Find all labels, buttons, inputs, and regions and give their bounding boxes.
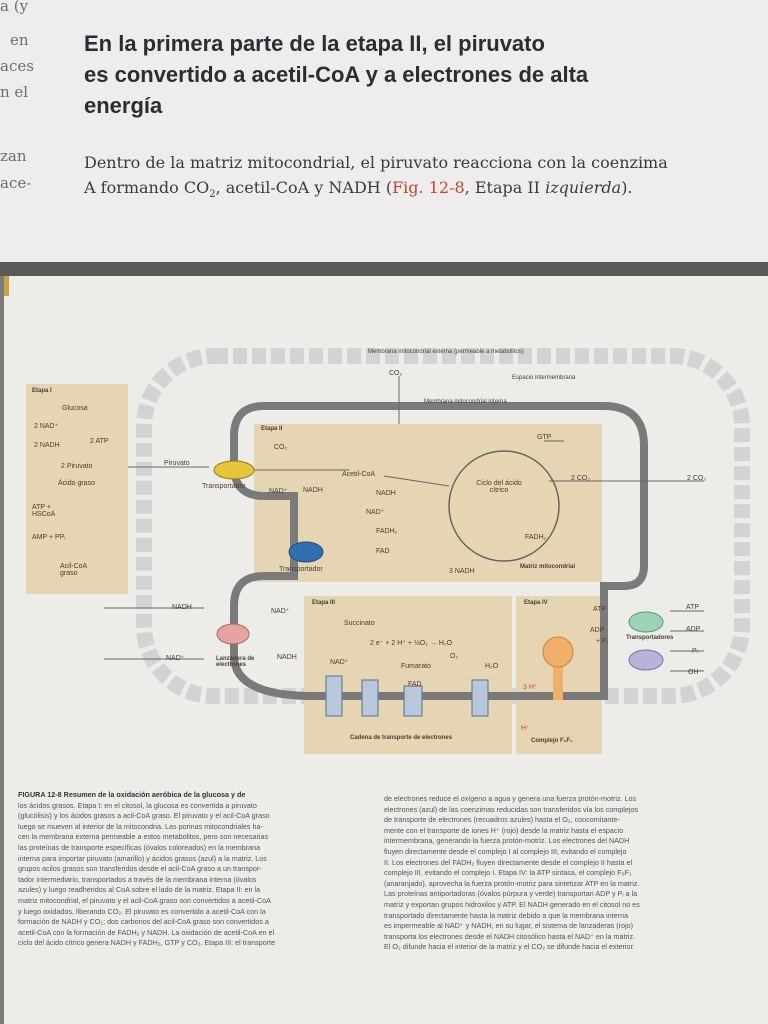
atp-synthase-label: Complejo F₀F₁: [531, 738, 573, 744]
adp-out-label: ADP: [686, 626, 701, 633]
atp-label: 2 ATP: [90, 438, 109, 445]
transporter-top-label: Transportador: [202, 483, 246, 490]
fadh2-matrix-label: FADH₂: [376, 528, 398, 535]
outer-membrane-label: Membrana mitocondrial externa (permeable a metabolitos): [368, 349, 524, 355]
proton-label: H⁺: [521, 725, 530, 732]
co2-cycle-a-label: 2 CO₂: [571, 475, 591, 482]
complex-iii: [362, 680, 378, 716]
caption-line: luego se mueven al interior de la mitocondria. Las porinas mitocondriales ha-: [18, 821, 263, 831]
nad-left1-label: NAD⁺: [271, 608, 290, 615]
stage2-label: Etapa II: [261, 426, 283, 432]
caption-line: azules) y luego readheridos al CoA sobre el lado de la matriz. Etapa II: en la: [18, 885, 261, 895]
figure-caption-left: [18, 790, 370, 949]
citric-acid-cycle-label: Ciclo del ácido cítrico: [476, 480, 522, 494]
atp-out-label: ATP: [686, 604, 700, 611]
fad-stage3-label: FAD: [408, 681, 422, 688]
heading-line: En la primera parte de la etapa II, el piruvato: [84, 31, 545, 56]
subscript: 2: [209, 189, 216, 201]
nadh-3-label: 3 NADH: [449, 568, 475, 575]
atp-adp-antiporter: [629, 612, 663, 632]
caption-line: matriz y exportan grupos hidroxilos y ATP. El NADH generado en el citosol no es: [384, 899, 640, 909]
inner-membrane-label: Membrana mitocondrial interna: [424, 399, 507, 405]
caption-line: de electrones reduce el oxígeno a agua y genera una fuerza protón-motriz. Los: [384, 794, 637, 803]
fadh2-right-label: FADH₂: [525, 534, 547, 541]
margin-word: en: [10, 31, 29, 49]
phosphate-antiporter: [629, 650, 663, 670]
caption-line: El O₂ difunde hacia el interior de la matriz y el CO₂ se difunde hacia el exterior.: [384, 942, 635, 952]
caption-line: las proteínas de transporte específicas (óvalos coloreados) en la membrana: [18, 842, 261, 852]
margin-word: aces: [0, 57, 34, 75]
nadh-left2-label: NADH: [277, 654, 297, 661]
nadh-left1-label: NADH: [172, 604, 192, 611]
caption-line: de transporte de electrones (recuadros azules) hasta el O₂, concomitante-: [384, 815, 620, 825]
complex-iv: [472, 680, 488, 716]
co2-label: CO₂: [389, 370, 403, 377]
stage3-box: [304, 596, 512, 754]
caption-line: intermembrana, generando la fuerza protón-motriz. Los electrones del NADH: [384, 836, 630, 846]
figure-reference: Fig. 12-8: [392, 178, 465, 197]
complex-ii: [404, 686, 422, 716]
body-text-fragment: A formando CO: [84, 178, 210, 197]
acyl-coa-label: Acil-CoA graso: [60, 563, 87, 577]
fad-matrix-label: FAD: [376, 548, 390, 555]
atp-hscoa-label: ATP + HSCoA: [32, 504, 56, 518]
co2-cycle-b-label: 2 CO₂: [687, 475, 707, 482]
caption-line: interna para importar piruvato (amarillo) y ácidos grasos (azul) a la matriz. Los: [18, 853, 267, 863]
etc-label: Cadena de transporte de electrones: [350, 735, 453, 741]
body-line: [84, 175, 744, 207]
co2-stage2-label: CO₂: [274, 444, 288, 451]
intermembrane-label: Espacio intermembrana: [512, 375, 576, 381]
nad-left2-label: NAD⁺: [166, 655, 185, 662]
caption-line: formación de NADH y CO₂; dos carbonos del acil-CoA graso son convertidos a: [18, 917, 269, 927]
body-text-fragment: , acetil-CoA y NADH (: [215, 178, 393, 197]
figure-diagram: [4, 276, 768, 756]
section-heading: [84, 28, 684, 121]
caption-line: cen la membrana externa permeable a estos metabolitos, pero son necesarias: [18, 832, 269, 842]
pyruvate-carrier: [214, 461, 254, 479]
caption-line: y luego oxidados, liberando CO₂. El piruvato es convertido a acetil-CoA con la: [18, 906, 266, 916]
atp-synthase-head: [543, 637, 573, 667]
succinate-label: Succinato: [344, 620, 375, 627]
adp-stage4-label: ADP: [590, 627, 605, 634]
caption-line: es impermeable al NAD⁺ y NADH, en su lugar, el sistema de lanzaderas (rojo): [384, 921, 634, 931]
margin-word: n el: [0, 83, 29, 101]
italic-word: izquierda: [545, 178, 622, 197]
top-page: [0, 0, 768, 262]
heading-line: es convertido a acetil-CoA y a electrones de alta: [84, 62, 589, 87]
caption-line: transportado directamente hasta la matriz debido a que la membrana interna: [384, 910, 629, 920]
caption-line: los ácidos grasos. Etapa I: en el citosol, la glucosa es convertida a piruvato: [18, 800, 257, 810]
pi-out-label: Pᵢ: [692, 648, 698, 655]
caption-line: Las proteínas antiportadoras (óvalos púrpura y verde) transportan ADP y Pᵢ a la: [384, 889, 638, 899]
fumarate-label: Fumarato: [401, 663, 431, 670]
body-text-fragment: ).: [621, 178, 633, 197]
atp-stage4-label: ATP: [593, 606, 607, 613]
caption-line: complejo III, evitando el complejo I. Etapa IV: la ATP sintasa, el complejo F₀F₁: [384, 868, 632, 878]
page-gap: [0, 262, 768, 276]
caption-line: tador intermediario, transportados a través de la membrana interna (óvalos: [18, 874, 257, 884]
caption-line: acetil-CoA con la formación de FADH₂ y NADH. La oxidación de acetil-CoA en el: [18, 927, 275, 937]
fatty-acid-label: Ácido graso: [58, 480, 95, 487]
nadh-top-label: NADH: [303, 487, 323, 494]
electron-shuttle-label: Lanzadera de electrones: [216, 656, 255, 668]
caption-line: matriz mitocondrial, el piruvato y el acil-CoA graso son convertidos a acetil-CoA: [18, 895, 271, 905]
caption-line: (glucólisis) y los ácidos grasos a acil-CoA graso. El piruvato y el acil-CoA graso: [18, 811, 270, 821]
bottom-page: [4, 276, 768, 1024]
proton-3-label: 3 H⁺: [523, 684, 538, 691]
pyruvate-label: Piruvato: [164, 460, 190, 467]
o2-label: O₂: [450, 653, 459, 660]
heading-line: energía: [84, 93, 163, 118]
stage4-label: Etapa IV: [524, 600, 548, 606]
transporter-bottom-label: Transportador: [279, 566, 323, 573]
caption-line: mente con el transporte de iones H⁺ (rojo) desde la matriz hasta el espacio: [384, 825, 624, 835]
caption-line: (anaranjado), aprovecha la fuerza protón-motriz para sintetizar ATP en la matriz.: [384, 878, 640, 888]
caption-line: ciclo del ácido cítrico genera NADH y FADH₂, GTP y CO₂. Etapa III: el transporte: [18, 938, 276, 948]
caption-line: electrones (azul) de las coenzimas reducidas son transferidos vía los complejos: [384, 804, 639, 814]
nad-plus-label: NAD⁺: [269, 488, 288, 495]
acetyl-coa-label: Acetil-CoA: [342, 471, 376, 478]
pyruvate-2-label: 2 Piruvato: [61, 463, 93, 470]
margin-word: zan: [0, 147, 27, 165]
stage1-label: Etapa I: [32, 388, 52, 394]
nadh-label: 2 NADH: [34, 442, 60, 449]
nad-matrix-label: NAD⁺: [366, 509, 385, 516]
amp-ppi-label: AMP + PPᵢ: [32, 534, 66, 541]
matrix-label: Matriz mitocondrial: [520, 564, 576, 570]
oh-out-label: OH⁻: [688, 669, 703, 676]
margin-word: ace-: [0, 174, 32, 192]
caption-line: II. Los electrones del FADH₂ fluyen directamente desde el complejo II hasta el: [384, 857, 633, 867]
nad-label: 2 NAD⁺: [34, 423, 59, 430]
pi-stage4-label: + Pᵢ: [596, 638, 608, 645]
h2o-label: H₂O: [485, 663, 499, 670]
figure-caption-right: [384, 794, 734, 953]
gtp-label: GTP: [537, 434, 552, 441]
nad-stage3-label: NAD⁺: [330, 659, 349, 666]
glucose-label: Glucosa: [62, 405, 88, 412]
margin-word: a (y: [0, 0, 29, 15]
body-paragraph: [84, 150, 744, 207]
fatty-acid-carrier: [289, 542, 323, 562]
transporters-label: Transportadores: [626, 635, 674, 641]
caption-title: FIGURA 12-8 Resumen de la oxidación aeróbica de la glucosa y de: [18, 790, 246, 799]
body-line: Dentro de la matriz mitocondrial, el piruvato reacciona con la coenzima: [84, 153, 668, 172]
nadh-matrix-label: NADH: [376, 490, 396, 497]
caption-line: fluyen directamente desde el complejo I al complejo III, evitando el complejo: [384, 846, 627, 856]
electron-shuttle: [217, 624, 249, 644]
body-text-fragment: , Etapa II: [464, 178, 546, 197]
stage3-label: Etapa III: [312, 600, 336, 606]
complex-i: [326, 676, 342, 716]
caption-line: grupos acilos grasos son transferidos desde el acil-CoA graso a un transpor-: [18, 864, 262, 874]
caption-line: transporta los electrones desde el NADH citosólico hasta el NAD⁺ en la matriz.: [384, 931, 636, 941]
oxygen-reaction-label: 2 e⁻ + 2 H⁺ + ½O₂ → H₂O: [370, 640, 453, 647]
